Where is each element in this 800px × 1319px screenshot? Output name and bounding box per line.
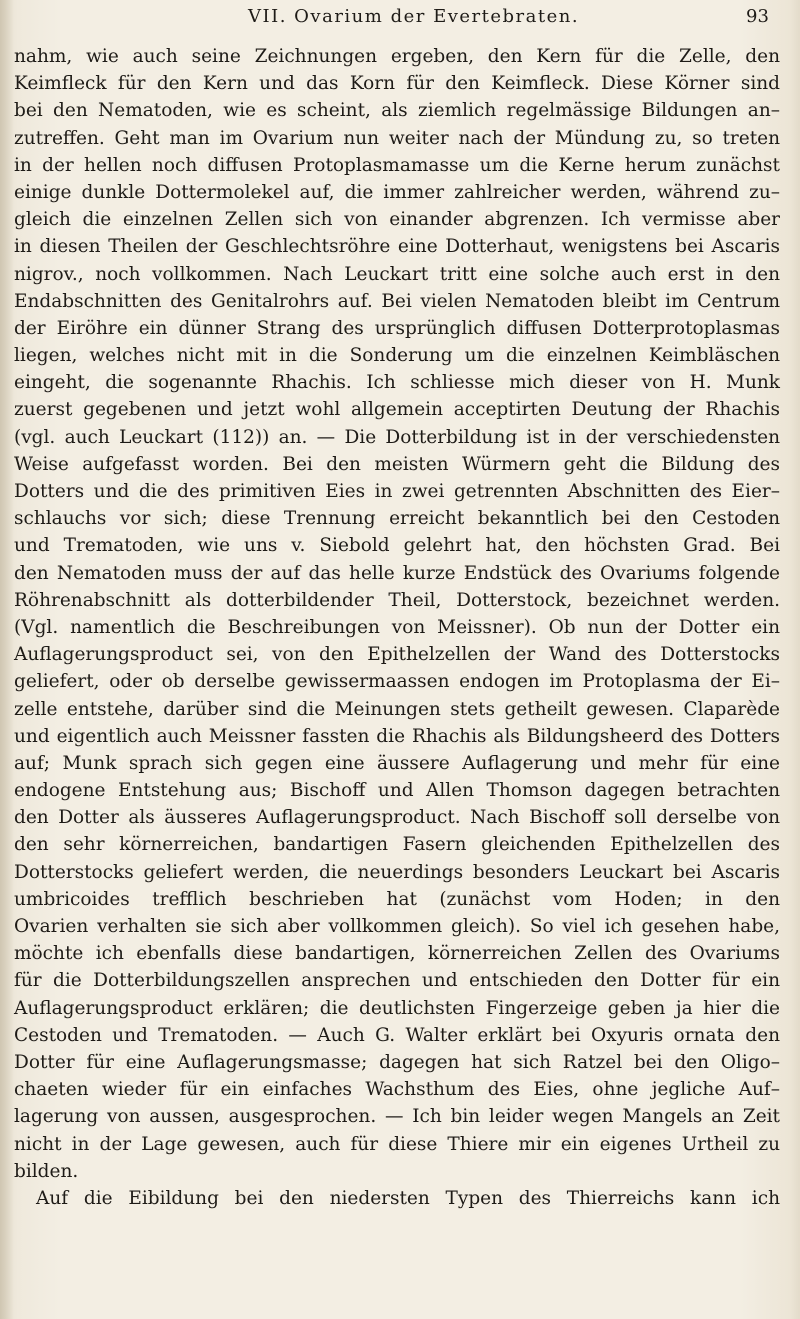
- text-line: Auf die Eibildung bei den niedersten Typen des Thierreichs kann ich: [36, 1187, 780, 1209]
- text-line: der Eiröhre ein dünner Strang des ursprünglich diffusen Dotterprotoplasmas: [14, 317, 780, 339]
- text-line: Dotter für eine Auflagerungsmasse; dagegen hat sich Ratzel bei den Oligo–: [14, 1051, 780, 1073]
- text-line: und eigentlich auch Meissner fassten die Rhachis als Bildungsheerd des Dotters: [14, 725, 780, 747]
- text-line: auf; Munk sprach sich gegen eine äussere Auflagerung und mehr für eine: [14, 752, 780, 774]
- text-line: geliefert, oder ob derselbe gewissermaassen endogen im Protoplasma der Ei–: [14, 671, 780, 693]
- text-line: Keimfleck für den Kern und das Korn für den Keimfleck. Diese Körner sind: [14, 73, 780, 95]
- text-line: Ovarien verhalten sie sich aber vollkommen gleich). So viel ich gesehen habe,: [14, 916, 780, 937]
- text-line: den sehr körnerreichen, bandartigen Fasern gleichenden Epithelzellen des: [14, 834, 780, 856]
- text-line: eingeht, die sogenannte Rhachis. Ich schliesse mich dieser von H. Munk: [14, 372, 780, 394]
- text-line: nahm, wie auch seine Zeichnungen ergeben, den Kern für die Zelle, den: [14, 46, 780, 67]
- text-line: Cestoden und Trematoden. — Auch G. Walter erklärt bei Oxyuris ornata den: [14, 1024, 780, 1046]
- text-line: lagerung von aussen, ausgesprochen. — Ich bin leider wegen Mangels an Zeit: [14, 1106, 780, 1128]
- text-line: endogene Entstehung aus; Bischoff und Allen Thomson dagegen betrachten: [14, 780, 780, 802]
- text-line: Auflagerungsproduct sei, von den Epithelzellen der Wand des Dotterstocks: [14, 644, 780, 666]
- text-line: nigrov., noch vollkommen. Nach Leuckart tritt eine solche auch erst in den: [14, 263, 780, 285]
- text-line: bei den Nematoden, wie es scheint, als ziemlich regelmässige Bildungen an–: [14, 100, 780, 122]
- text-line: möchte ich ebenfalls diese bandartigen, körnerreichen Zellen des Ovariums: [14, 943, 780, 965]
- running-title: VII. Ovarium der Evertebraten.: [248, 6, 580, 27]
- body-text: [14, 43, 780, 1212]
- text-line: den Dotter als äusseres Auflagerungsproduct. Nach Bischoff soll derselbe von: [14, 807, 780, 829]
- text-line: (Vgl. namentlich die Beschreibungen von Meissner). Ob nun der Dotter ein: [14, 616, 780, 638]
- text-line: und Trematoden, wie uns v. Siebold gelehrt hat, den höchsten Grad. Bei: [14, 535, 780, 557]
- text-line: den Nematoden muss der auf das helle kurze Endstück des Ovariums folgende: [14, 562, 780, 584]
- text-line: liegen, welches nicht mit in die Sonderung um die einzelnen Keimbläschen: [14, 345, 780, 367]
- text-line: einige dunkle Dottermolekel auf, die immer zahlreicher werden, während zu–: [14, 181, 780, 203]
- text-line: bilden.: [14, 1160, 79, 1182]
- text-line: Dotters und die des primitiven Eies in zwei getrennten Abschnitten des Eier–: [14, 481, 780, 502]
- text-line: chaeten wieder für ein einfaches Wachsthum des Eies, ohne jegliche Auf–: [14, 1079, 780, 1101]
- text-line: Weise aufgefasst worden. Bei den meisten Würmern geht die Bildung des: [14, 453, 780, 475]
- running-head: [0, 4, 800, 34]
- text-line: umbricoides trefflich beschrieben hat (zunächst vom Hoden; in den: [14, 888, 780, 910]
- text-line: Dotterstocks geliefert werden, die neuerdings besonders Leuckart bei Ascaris: [14, 861, 780, 883]
- page-gutter-shadow: [0, 0, 14, 1319]
- text-line: in diesen Theilen der Geschlechtsröhre eine Dotterhaut, wenigstens bei Ascaris: [14, 236, 780, 258]
- text-line: schlauchs vor sich; diese Trennung erreicht bekanntlich bei den Cestoden: [14, 508, 780, 530]
- text-line: zelle entstehe, darüber sind die Meinungen stets getheilt gewesen. Claparède: [14, 698, 780, 720]
- page-number: 93: [746, 6, 769, 27]
- text-line: Auflagerungsproduct erklären; die deutlichsten Fingerzeige geben ja hier die: [14, 997, 780, 1019]
- text-line: nicht in der Lage gewesen, auch für diese Thiere mir ein eigenes Urtheil zu: [14, 1133, 780, 1155]
- text-line: in der hellen noch diffusen Protoplasmamasse um die Kerne herum zunächst: [14, 154, 780, 176]
- text-line: Endabschnitten des Genitalrohrs auf. Bei vielen Nematoden bleibt im Centrum: [14, 290, 780, 312]
- text-line: zuerst gegebenen und jetzt wohl allgemein acceptirten Deutung der Rhachis: [14, 399, 780, 421]
- text-line: zutreffen. Geht man im Ovarium nun weiter nach der Mündung zu, so treten: [14, 127, 780, 149]
- text-line: (vgl. auch Leuckart (112)) an. — Die Dotterbildung ist in der verschiedensten: [14, 426, 780, 448]
- text-line: für die Dotterbildungszellen ansprechen und entschieden den Dotter für ein: [14, 970, 780, 992]
- text-line: Röhrenabschnitt als dotterbildender Theil, Dotterstock, bezeichnet werden.: [14, 589, 780, 611]
- text-line: gleich die einzelnen Zellen sich von einander abgrenzen. Ich vermisse aber: [14, 209, 780, 231]
